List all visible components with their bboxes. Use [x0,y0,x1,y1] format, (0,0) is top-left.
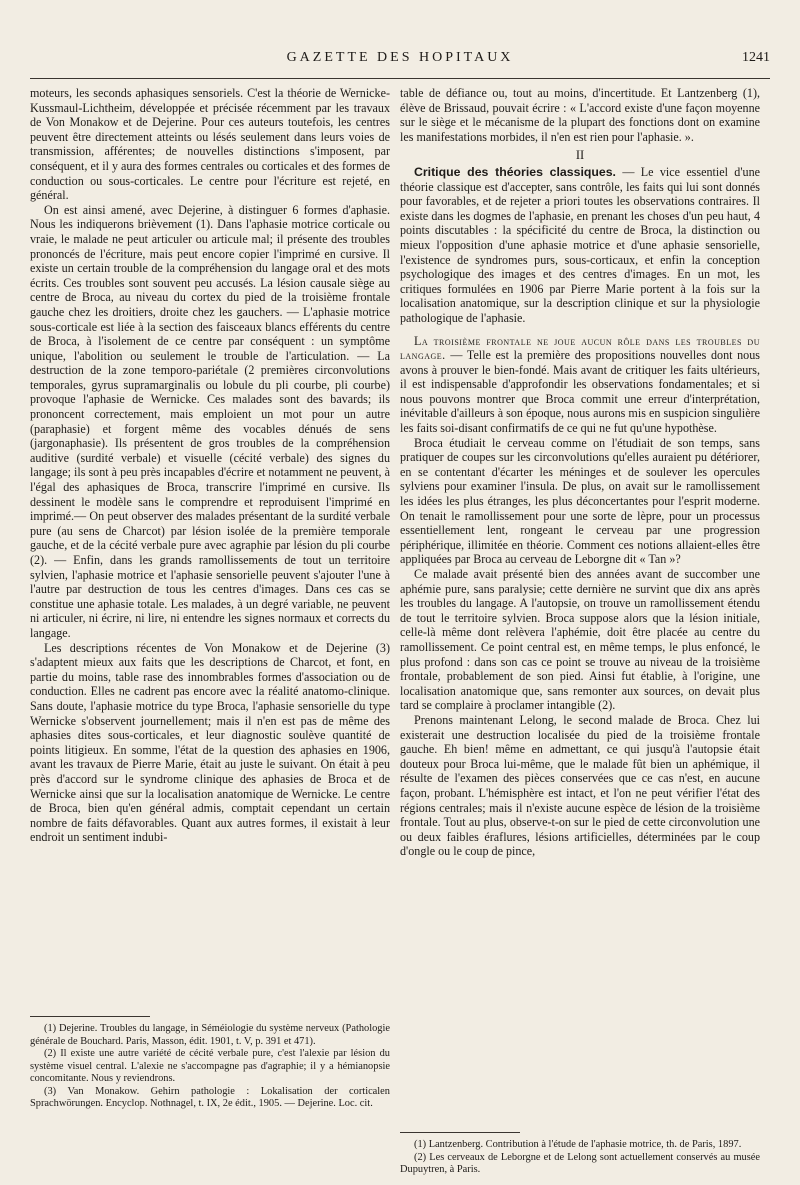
paragraph [400,334,760,436]
running-header [30,50,770,74]
paragraph: moteurs, les seconds aphasiques sensoriels. C'est la théorie de Wernicke-Kussmaul-Lichtheim, développée et précisée récemment par les travaux de Von Monakow et de Dejerine. Pour ces auteurs toutefois, les centres peuvent être directement atteints ou lésés seulement dans leurs voies de transmission, afférentes; de nouvelles distinctions s'imposent, par conséquent, et il y aura des formes centrales ou corticales et des formes de conduction ou sous-corticales. Le centre pour l'écriture est rejeté, en général. [30,86,390,203]
footnote: (2) Il existe une autre variété de cécité verbale pure, c'est l'alexie par lésion du système visuel central. L'alexie ne s'accompagne pas d'agraphie; il y a hémianopsie concomitante. Nous y reviendrons. [30,1048,390,1084]
section-heading: Critique des théories classiques. [414,164,616,179]
paragraph: Prenons maintenant Lelong, le second malade de Broca. Chez lui existerait une destruction localisée du pied de la troisième frontale gauche. Eh bien! même en admettant, ce qui jusqu'à l'autopsie était douteux pour Broca lui-même, que le malade fût bien un aphémique, il résulte de l'examen des pièces conservées que ce cas n'est, en aucune façon, probant. L'hémisphère est intact, et l'on ne peut vérifier l'état des régions centrales; mais il n'existe aucune espèce de lésion de la troisième frontale. Tout au plus, observe-t-on sur le pied de cette circonvolution une ou deux faibles éraflures, lésions artificielles, déterminées par le coup d'ongle ou le coup de pince, [400,712,760,859]
paragraph: table de défiance ou, tout au moins, d'incertitude. Et Lantzenberg (1), élève de Brissaud, pouvait écrire : « L'accord existe d'une façon moyenne sur le siège et le mécanisme de la plupart des fonctions dont on examine les manifestations morbides, il n'en est rien pour l'aphasie. ». [400,86,760,144]
section-number: II [575,148,585,163]
footnote: (1) Lantzenberg. Contribution à l'étude de l'aphasie motrice, th. de Paris, 1897. [414,1139,742,1150]
journal-title: GAZETTE DES HOPITAUX [286,50,514,65]
right-footnotes [400,1126,760,1177]
right-column [400,86,760,859]
paragraph [400,165,760,326]
footnote-rule [30,1016,150,1017]
footnote-rule [400,1132,520,1133]
paragraph: On est ainsi amené, avec Dejerine, à distinguer 6 formes d'aphasie. Nous les indiquerons brièvement (1). Dans l'aphasie motrice corticale ou vraie, le malade ne peut articuler ou articule mal; il présente des troubles prononcés de l'écriture, mais peut encore copier l'imprimé en cursive. Il existe un certain trouble de la compréhension du langage oral et des mots écrits. Ces troubles sont souvent peu accusés. La lésion causale siège au centre de Broca, au niveau du cortex du pied de la troisième frontale gauche chez les droitiers, droite chez les gauchers. — L'aphasie motrice sous-corticale est liée à la section des faisceaux blancs efférents du centre de Broca, à l'isolement de ce centre par conséquent : un symptôme unique, l'abolition ou seulement le trouble de l'articulation. — La destruction de la zone temporo-pariétale (2 premières circonvolutions temporales, gyrus supramarginalis ou lobule du pli courbe, pli courbe) provoque l'aphasie de Wernicke. Ces malades sont des bavards; ils prononcent correctement, mais emploient un mot pour un autre (paraphasie) et forgent même des vocables dénués de sens (jargonaphasie). Ils présentent de gros troubles de la compréhension auditive (surdité verbale) et visuelle (cécité verbale) des signes du langage; ils sont à peu près incapables d'écrire et notamment ne peuvent, à l'égal des aphasiques de Broca, transcrire l'imprimé en cursive. Ils dessinent le modèle sans le comprendre et reproduisent l'imprimé en imprimé.— On peut observer des malades présentant de la surdité verbale pure (au sens de Charcot) par lésion isolée de la première temporale gauche, et de la cécité verbale pure avec agraphie par lésion du pli courbe (2). — Enfin, dans les grands ramollissements de tout un territoire sylvien, l'aphasie motrice et l'aphasie sensorielle peuvent s'ajouter l'une à l'autre par destruction de tous les centres d'images. Dans ces cas se constitue une aphasie totale. Les malades, à un degré variable, ne peuvent ni articuler, ni écrire, ni lire, ni entendre les signes normaux et corrects du langage. [30,202,390,640]
footnote: (1) Dejerine. Troubles du langage, in Séméiologie du système nerveux (Pathologie générale de Bouchard. Paris, Masson, édit. 1901, t. V, p. 391 et 471). [30,1023,390,1047]
header-rule [30,78,770,79]
left-column [30,86,390,845]
paragraph-text: — Telle est la première des propositions nouvelles dont nous avons à prouver le bien-fondé. Mais avant de critiquer les faits ultérieurs, il est indispensable d'approfondir les observations fondamentales; et si nous pouvons montrer que Broca commit une erreur d'interprétation, inévitable d'ailleurs à son époque, nous aurons mis en suspicion singulière les faits soi-disant confirmatifs de ce qui ne fut qu'une hypothèse. [400,348,760,436]
page-number: 1241 [742,50,770,65]
paragraph: Les descriptions récentes de Von Monakow et de Dejerine (3) s'adaptent mieux aux faits que les descriptions de Charcot, et font, en partie du moins, table rase des innombrables formes d'association ou de conduction. Elles ne cadrent pas encore avec la réalité anatomo-clinique. Sans doute, l'aphasie motrice du type Broca, l'aphasie sensorielle du type Wernicke s'observent journellement; mais il n'en est pas de même des aphasies dites sous-corticales, et leur diagnostic soulève quantité de points litigieux. En somme, l'état de la question des aphasies en 1906, avant les travaux de Pierre Marie, était au juste le suivant. On était à peu près d'accord sur le syndrome clinique des aphasies de Broca et de Wernicke ainsi que sur la localisation anatomique de Wernicke. Le centre de Broca, bien qu'en général admis, comptait cependant un certain nombre de faits défavorables. Quant aux autres formes, il existait à leur endroit un sentiment indubi- [30,640,390,845]
paragraph-text: — Le vice essentiel d'une théorie classique est d'accepter, sans contrôle, les faits qui lui sont donnés pour favorables, et de rejeter a priori toutes les observations contraires. Il existe dans les dogmes de l'aphasie, en prenant les choses d'un peu haut, 4 points discutables : la spécificité du centre de Broca, la distinction ou mieux l'opposition d'une aphasie motrice et d'une aphasie sensorielle, l'existence de syndromes purs, sous-corticaux, et enfin la conception psychologique des images et des centres d'images. En un mot, les critiques formulées en 1906 par Pierre Marie portent à la fois sur la localisation anatomique, sur la description clinique et sur la physiologie pathologique de l'aphasie. [400,164,760,325]
footnote: (2) Les cerveaux de Leborgne et de Lelong sont actuellement conservés au musée Dupuytren, à Paris. [400,1151,760,1175]
paragraph: Broca étudiait le cerveau comme on l'étudiait de son temps, sans pratiquer de coupes sur les circonvolutions qu'elles auraient pu détériorer, en se contentant d'écarter les méninges et de soulever les opercules sylviens pour examiner l'insula. De plus, on avait sur le ramollissement les idées les plus étranges, les plus déconcertantes pour l'esprit moderne. On tenait le ramollissement pour une sorte de lèpre, pour un processus essentiellement lent, rongeant le cerveau par une progression périphérique, illimitée en théorie. Comment ces notions allaient-elles être appliquées par Broca au cerveau de Leborgne dit « Tan »? [400,435,760,567]
subheading: La troisième frontale ne joue aucun rôle dans les troubles du langage. [400,333,760,363]
footnote: (3) Van Monakow. Gehirn pathologie : Lokalisation der corticalen Sprachwörungen. Encyclop. Nothnagel, t. IX, 2e édit., 1905. — Dejerine. Loc. cit. [30,1085,390,1109]
left-footnotes [30,1010,390,1111]
paragraph: Ce malade avait présenté bien des années avant de succomber une aphémie pure, sans paralysie; cette dernière ne survint que dix ans après les troubles du langage. A l'autopsie, on trouve un ramollissement étendu de tout le territoire sylvien. Broca suppose alors que la lésion initiale, celle-là même dont relèvera l'aphémie, doit être placée au centre du ramollissement. Ce point central est, en même temps, le plus enfoncé, le plus profond : dans son cas ce point se trouve au niveau de la troisième frontale, probablement de son pied. Ainsi fut établie, à l'origine, une localisation anatomique que, sans remonter aux sources, on devait plus tard se complaire à proclamer intangible (2). [400,567,760,713]
